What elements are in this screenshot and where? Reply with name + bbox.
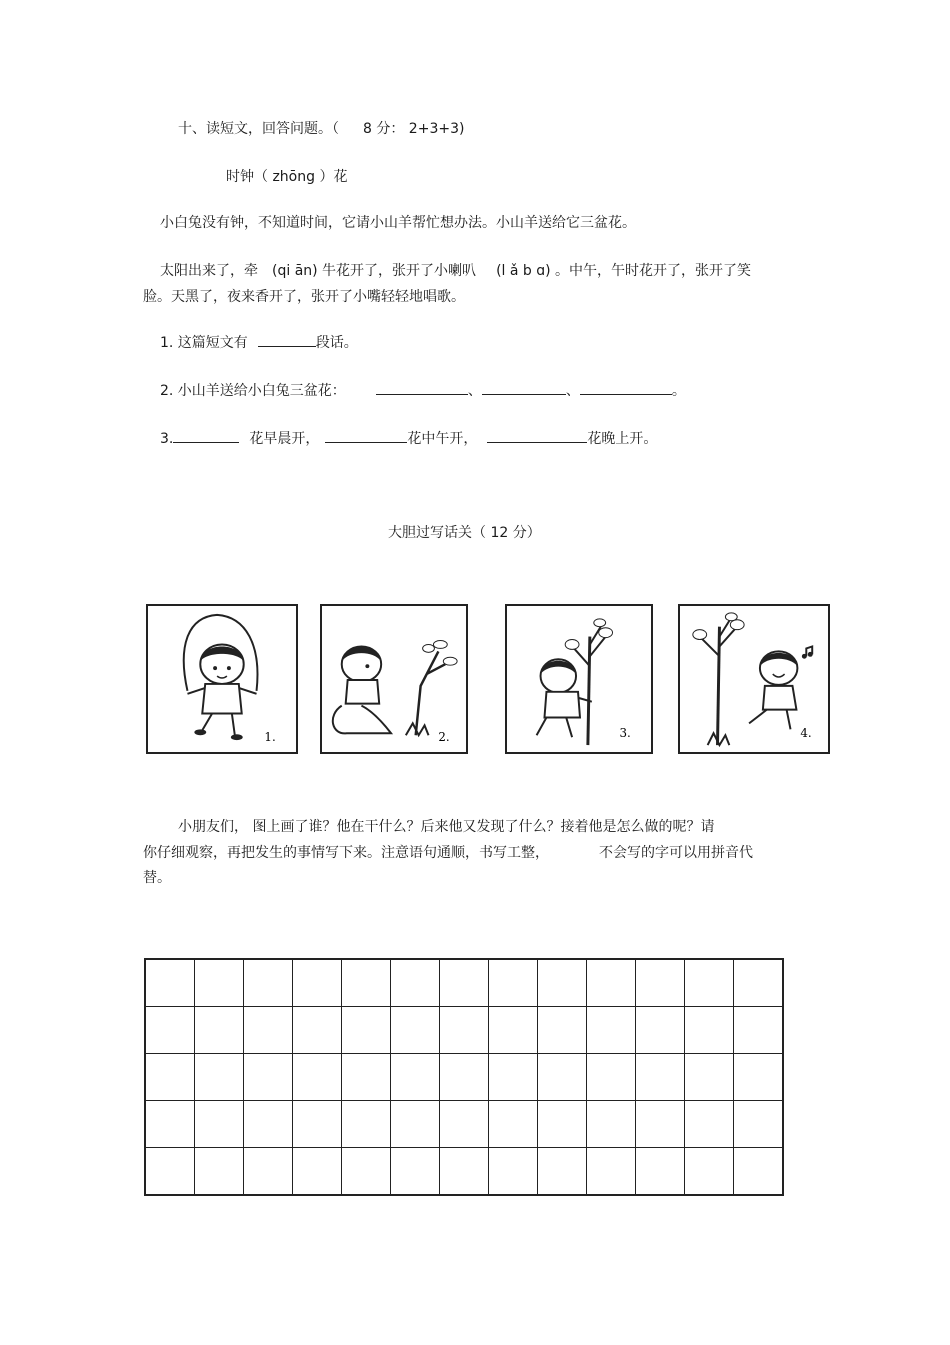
grid-cell[interactable]: [489, 959, 538, 1007]
grid-row: [145, 1101, 783, 1148]
grid-cell[interactable]: [538, 1007, 587, 1054]
boy-happy-tree-grown-illustration: [680, 606, 828, 752]
grid-cell[interactable]: [145, 1007, 195, 1054]
grid-cell[interactable]: [342, 959, 391, 1007]
grid-cell[interactable]: [342, 1054, 391, 1101]
answer-blank[interactable]: [580, 382, 672, 395]
grid-cell[interactable]: [587, 1007, 636, 1054]
story-paragraph-2: 太阳出来了，牵 (qi ān) 牛花开了，张开了小喇叭 (l ǎ b ɑ) 。中午，午时花开了，张开了笑: [160, 263, 752, 279]
boy-fixing-tree-illustration: [507, 606, 651, 752]
grid-row: [145, 1054, 783, 1101]
answer-blank[interactable]: [258, 334, 316, 347]
grid-cell[interactable]: [342, 1007, 391, 1054]
grid-cell[interactable]: [440, 1101, 489, 1148]
panel-number: 3.: [619, 726, 631, 741]
grid-cell[interactable]: [391, 1101, 440, 1148]
grid-cell[interactable]: [391, 1054, 440, 1101]
grid-cell[interactable]: [391, 959, 440, 1007]
grid-cell[interactable]: [636, 1054, 685, 1101]
grid-cell[interactable]: [440, 1007, 489, 1054]
picture-panel-1: [146, 604, 298, 754]
writing-prompt-line-2: 你仔细观察，再把发生的事情写下来。注意语句通顺，书写工整， 不会写的字可以用拼音代: [143, 845, 753, 861]
answer-blank[interactable]: [482, 382, 566, 395]
grid-cell[interactable]: [587, 1101, 636, 1148]
grid-cell[interactable]: [195, 1007, 244, 1054]
grid-cell[interactable]: [734, 1054, 784, 1101]
grid-cell[interactable]: [195, 959, 244, 1007]
writing-grid: [144, 958, 784, 1196]
picture-panel-3: [505, 604, 653, 754]
grid-cell[interactable]: [293, 1054, 342, 1101]
grid-cell[interactable]: [538, 959, 587, 1007]
grid-cell[interactable]: [244, 1101, 293, 1148]
grid-cell[interactable]: [538, 1101, 587, 1148]
question-2: 2. 小山羊送给小白兔三盆花： 、 、 。: [160, 383, 686, 399]
grid-cell[interactable]: [342, 1101, 391, 1148]
grid-cell[interactable]: [293, 1007, 342, 1054]
grid-cell[interactable]: [489, 1007, 538, 1054]
grid-row: [145, 959, 783, 1007]
answer-blank[interactable]: [376, 382, 468, 395]
grid-cell[interactable]: [636, 1101, 685, 1148]
story-paragraph-2-cont: 脸。天黑了，夜来香开了，张开了小嘴轻轻地唱歌。: [143, 289, 465, 305]
grid-cell[interactable]: [685, 1007, 734, 1054]
grid-cell[interactable]: [636, 959, 685, 1007]
grid-cell[interactable]: [685, 959, 734, 1007]
grid-cell[interactable]: [342, 1148, 391, 1196]
grid-cell[interactable]: [145, 1148, 195, 1196]
grid-cell[interactable]: [293, 1148, 342, 1196]
grid-cell[interactable]: [587, 959, 636, 1007]
grid-cell[interactable]: [440, 1054, 489, 1101]
section-heading: 十、读短文，回答问题。（ 8 分： 2+3+3): [178, 121, 465, 137]
grid-cell[interactable]: [489, 1148, 538, 1196]
picture-panel-4: [678, 604, 830, 754]
grid-cell[interactable]: [636, 1007, 685, 1054]
grid-cell[interactable]: [587, 1148, 636, 1196]
story-paragraph-1: 小白兔没有钟，不知道时间，它请小山羊帮忙想办法。小山羊送给它三盆花。: [160, 215, 636, 231]
grid-cell[interactable]: [489, 1054, 538, 1101]
grid-cell[interactable]: [734, 1101, 784, 1148]
boy-jumping-rope-illustration: [148, 606, 296, 752]
grid-cell[interactable]: [685, 1148, 734, 1196]
grid-row: [145, 1148, 783, 1196]
grid-cell[interactable]: [391, 1148, 440, 1196]
grid-cell[interactable]: [636, 1148, 685, 1196]
answer-blank[interactable]: [487, 430, 587, 443]
panel-number: 4.: [800, 726, 812, 741]
writing-prompt-line-3: 替。: [143, 870, 171, 886]
question-3: 3. 花早晨开， 花中午开， 花晚上开。: [160, 431, 658, 447]
question-1: 1. 这篇短文有 段话。: [160, 335, 358, 351]
boy-sees-broken-tree-illustration: [322, 606, 466, 752]
grid-row: [145, 1007, 783, 1054]
grid-cell[interactable]: [145, 1101, 195, 1148]
grid-cell[interactable]: [195, 1148, 244, 1196]
picture-strip: [143, 601, 833, 759]
grid-cell[interactable]: [489, 1101, 538, 1148]
story-title: 时钟（ zhōng ）花: [226, 169, 348, 185]
grid-cell[interactable]: [538, 1054, 587, 1101]
panel-number: 2.: [438, 730, 450, 745]
grid-cell[interactable]: [293, 1101, 342, 1148]
grid-cell[interactable]: [391, 1007, 440, 1054]
grid-cell[interactable]: [195, 1101, 244, 1148]
grid-cell[interactable]: [440, 959, 489, 1007]
grid-cell[interactable]: [587, 1054, 636, 1101]
answer-blank[interactable]: [173, 430, 239, 443]
grid-cell[interactable]: [685, 1101, 734, 1148]
grid-cell[interactable]: [195, 1054, 244, 1101]
grid-cell[interactable]: [145, 959, 195, 1007]
grid-cell[interactable]: [293, 959, 342, 1007]
grid-cell[interactable]: [244, 1007, 293, 1054]
answer-blank[interactable]: [325, 430, 407, 443]
grid-cell[interactable]: [734, 959, 784, 1007]
grid-cell[interactable]: [244, 1148, 293, 1196]
grid-cell[interactable]: [538, 1148, 587, 1196]
writing-title: 大胆过写话关（ 12 分）: [388, 525, 541, 541]
grid-cell[interactable]: [734, 1148, 784, 1196]
writing-prompt-line-1: 小朋友们， 图上画了谁？他在干什么？后来他又发现了什么？接着他是怎么做的呢？请: [178, 819, 715, 835]
grid-cell[interactable]: [440, 1148, 489, 1196]
grid-cell[interactable]: [734, 1007, 784, 1054]
picture-panel-2: [320, 604, 468, 754]
panel-number: 1.: [264, 730, 276, 745]
grid-cell[interactable]: [244, 1054, 293, 1101]
grid-cell[interactable]: [685, 1054, 734, 1101]
grid-cell[interactable]: [244, 959, 293, 1007]
grid-cell[interactable]: [145, 1054, 195, 1101]
